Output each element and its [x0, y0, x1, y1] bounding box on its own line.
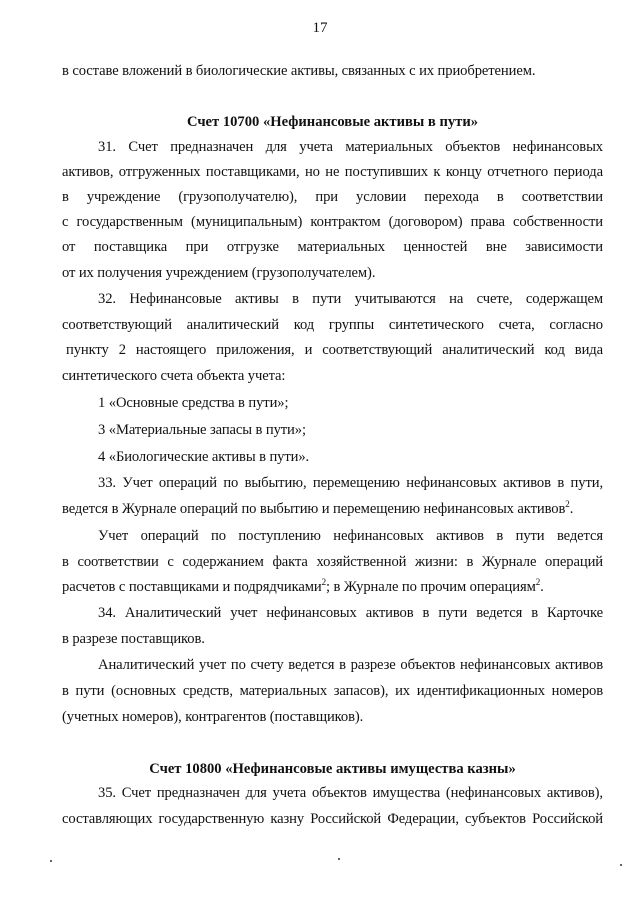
paragraph-33b-line: Учет операций по поступлению нефинансовых активов в пути ведется: [98, 528, 603, 544]
paragraph-33-line: 33. Учет операций по выбытию, перемещению нефинансовых активов в пути,: [98, 475, 603, 491]
paragraph-35-line: составляющих государственную казну Российской Федерации, субъектов Российской: [62, 811, 603, 827]
page-number: 17: [312, 20, 328, 36]
paragraph-32-line: пункту 2 настоящего приложения, и соответствующий аналитический код вида: [66, 342, 603, 358]
paragraph-34b-line: (учетных номеров), контрагентов (поставщиков).: [62, 709, 364, 725]
paragraph-31-line: в учреждение (грузополучателю), при условии перехода в соответствии: [62, 189, 603, 205]
paragraph-31-line: 31. Счет предназначен для учета материальных объектов нефинансовых: [98, 139, 603, 155]
list-item: 1 «Основные средства в пути»;: [98, 395, 289, 411]
paragraph-32-line: соответствующий аналитический код группы синтетического счета, согласно: [62, 317, 603, 333]
scan-speck: [338, 858, 340, 860]
paragraph-33b-line: в соответствии с содержанием факта хозяйственной жизни: в Журнале операций: [62, 554, 603, 570]
paragraph-31-line: активов, отгруженных поставщиками, но не поступивших к концу отчетного периода: [62, 164, 603, 180]
footnote-marker: 2: [321, 577, 327, 588]
section-heading-10800: Счет 10800 «Нефинансовые активы имущества казны»: [149, 761, 516, 777]
scan-speck: [620, 864, 622, 866]
paragraph-31-line: с государственным (муниципальным) контрактом (договором) права собственности: [62, 214, 603, 230]
list-item: 3 «Материальные запасы в пути»;: [98, 422, 306, 438]
paragraph-31-line: от поставщика при отгрузке материальных ценностей вне зависимости: [62, 239, 603, 255]
paragraph-34b-line: в пути (основных средств, материальных запасов), их идентификационных номеров: [62, 683, 603, 699]
paragraph-33b-line: расчетов с поставщиками и подрядчиками$^2$; в Журнале по прочим операциям$^2$.: [62, 577, 544, 595]
paragraph-34b-line: Аналитический учет по счету ведется в разрезе объектов нефинансовых активов: [98, 657, 603, 673]
footnote-marker: 2: [535, 577, 541, 588]
paragraph-31-line: от их получения учреждением (грузополучателем).: [62, 265, 376, 281]
paragraph-34-line: 34. Аналитический учет нефинансовых активов в пути ведется в Карточке: [98, 605, 603, 621]
paragraph-32-line: синтетического счета объекта учета:: [62, 368, 286, 384]
scan-speck: [50, 860, 52, 862]
footnote-marker: 2: [565, 499, 570, 510]
paragraph-33-line: ведется в Журнале операций по выбытию и перемещению нефинансовых активов$^2$.: [62, 499, 574, 517]
list-item: 4 «Биологические активы в пути».: [98, 449, 310, 465]
section-heading-10700: Счет 10700 «Нефинансовые активы в пути»: [186, 114, 479, 130]
paragraph-line: в составе вложений в биологические активы, связанных с их приобретением.: [62, 63, 536, 79]
paragraph-35-line: 35. Счет предназначен для учета объектов имущества (нефинансовых активов),: [98, 785, 603, 801]
paragraph-32-line: 32. Нефинансовые активы в пути учитываются на счете, содержащем: [98, 291, 603, 307]
paragraph-34-line: в разрезе поставщиков.: [62, 631, 205, 647]
